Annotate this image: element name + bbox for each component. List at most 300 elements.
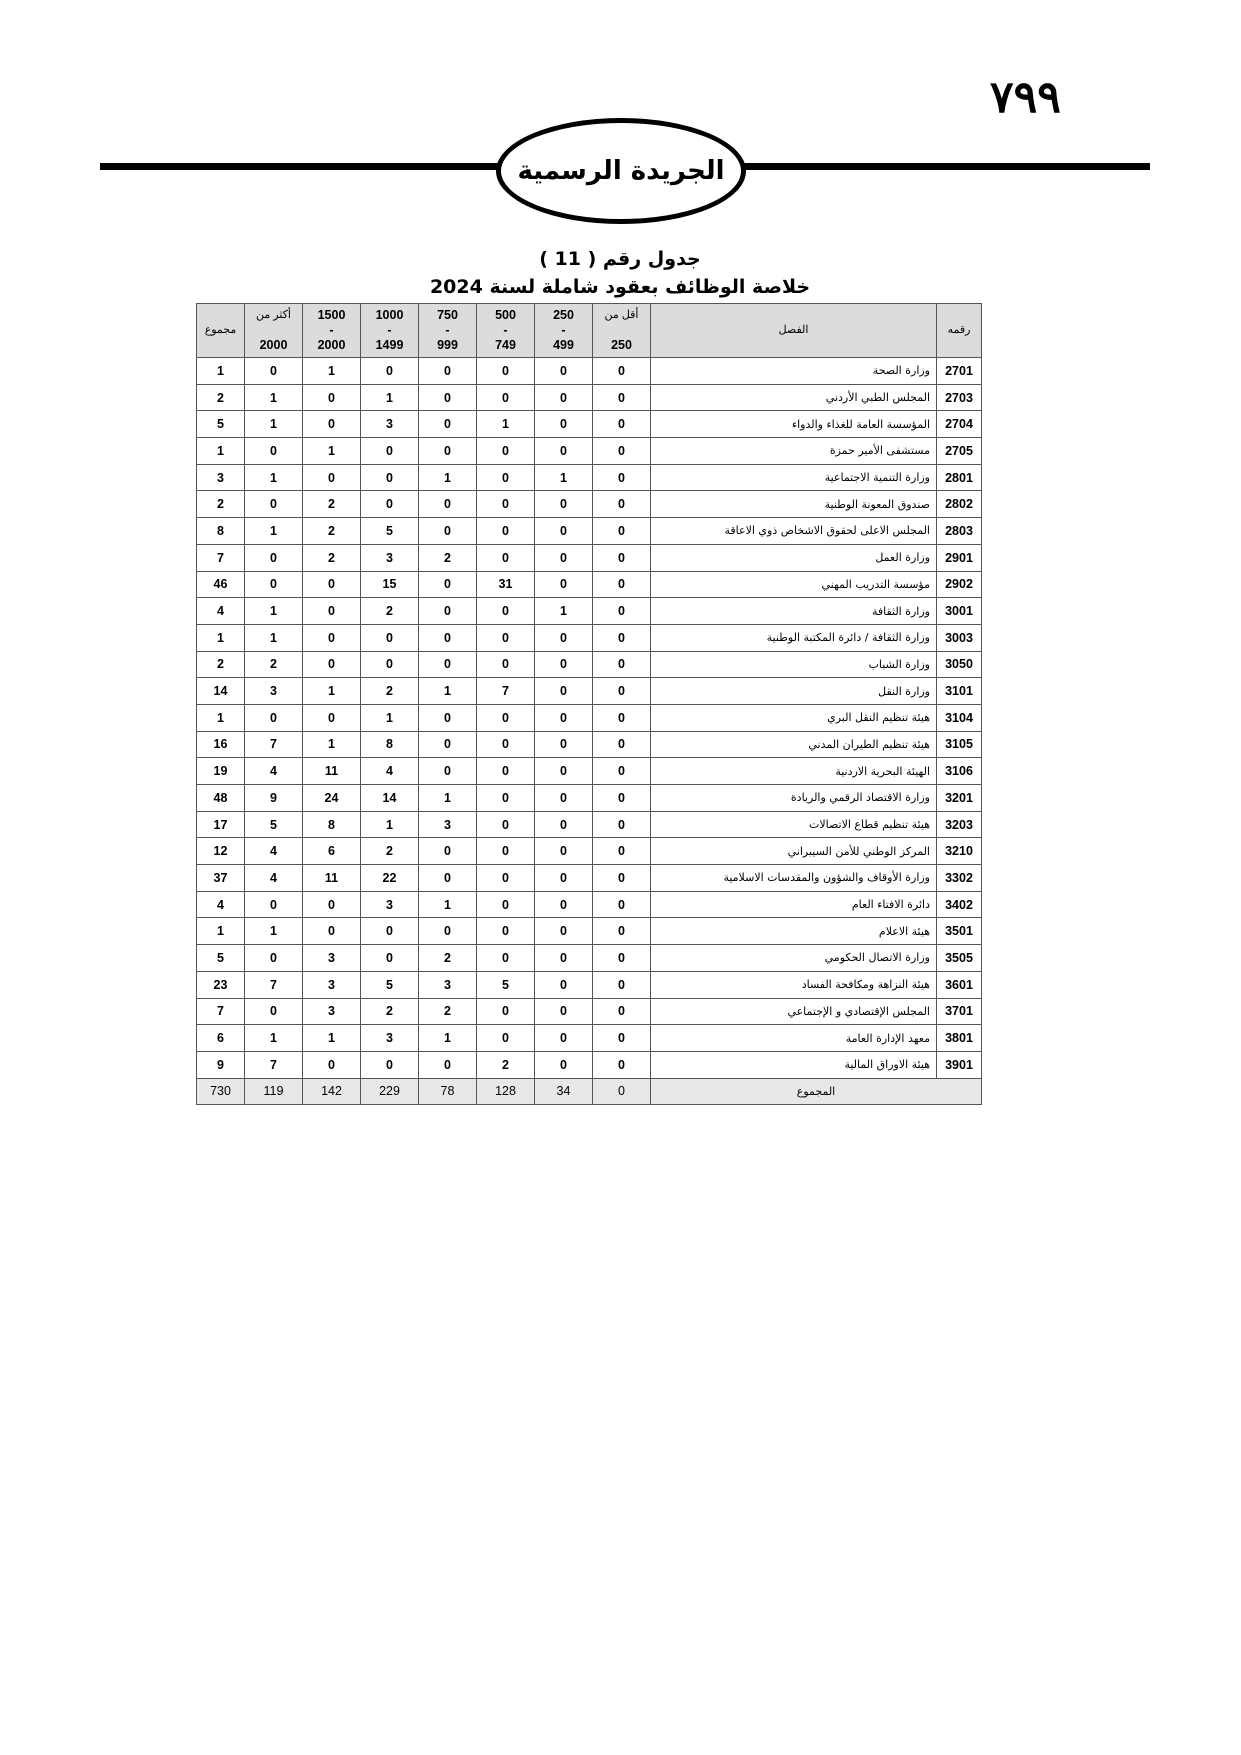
row-value-gt2000: 2 <box>245 651 303 678</box>
row-value-lt250: 0 <box>593 918 651 945</box>
row-value-1500-2000: 24 <box>303 785 361 812</box>
table-row <box>197 758 982 785</box>
row-value-total: 7 <box>197 998 245 1025</box>
col-header-total: مجموع <box>197 304 245 358</box>
row-value-250-499: 0 <box>535 518 593 545</box>
row-value-750-999: 0 <box>419 411 477 438</box>
row-value-lt250: 0 <box>593 598 651 625</box>
row-value-250-499: 0 <box>535 411 593 438</box>
row-value-1000-1499: 3 <box>361 891 419 918</box>
row-value-total: 9 <box>197 1051 245 1078</box>
row-value-gt2000: 7 <box>245 1051 303 1078</box>
row-value-500-749: 0 <box>477 518 535 545</box>
row-code: 3001 <box>937 598 982 625</box>
row-value-gt2000: 1 <box>245 624 303 651</box>
row-value-lt250: 0 <box>593 438 651 465</box>
col-header-gt2000: أكثر من 2000 <box>245 304 303 358</box>
row-value-lt250: 0 <box>593 865 651 892</box>
row-value-total: 1 <box>197 704 245 731</box>
row-value-1500-2000: 0 <box>303 598 361 625</box>
row-value-lt250: 0 <box>593 1025 651 1052</box>
row-code: 2901 <box>937 544 982 571</box>
row-value-lt250: 0 <box>593 624 651 651</box>
row-code: 3003 <box>937 624 982 651</box>
row-value-total: 7 <box>197 544 245 571</box>
row-value-gt2000: 0 <box>245 945 303 972</box>
table-row <box>197 438 982 465</box>
table-row <box>197 945 982 972</box>
row-code: 2801 <box>937 464 982 491</box>
table-row <box>197 598 982 625</box>
row-code: 2701 <box>937 358 982 385</box>
row-value-500-749: 0 <box>477 598 535 625</box>
row-value-750-999: 0 <box>419 918 477 945</box>
row-value-total: 4 <box>197 598 245 625</box>
row-value-1000-1499: 2 <box>361 998 419 1025</box>
row-value-250-499: 0 <box>535 945 593 972</box>
row-code: 3203 <box>937 811 982 838</box>
row-value-total: 17 <box>197 811 245 838</box>
col-header-500-749: 500 - 749 <box>477 304 535 358</box>
row-value-total: 1 <box>197 624 245 651</box>
row-value-250-499: 0 <box>535 838 593 865</box>
row-value-1500-2000: 1 <box>303 358 361 385</box>
row-value-750-999: 0 <box>419 358 477 385</box>
row-value-1000-1499: 1 <box>361 811 419 838</box>
row-code: 3402 <box>937 891 982 918</box>
row-chapter-name: هيئة تنظيم النقل البري <box>651 704 937 731</box>
row-value-250-499: 0 <box>535 998 593 1025</box>
row-value-250-499: 0 <box>535 678 593 705</box>
row-value-gt2000: 0 <box>245 571 303 598</box>
table-row <box>197 891 982 918</box>
row-value-250-499: 0 <box>535 438 593 465</box>
table-row <box>197 518 982 545</box>
row-value-1000-1499: 0 <box>361 358 419 385</box>
table-row <box>197 918 982 945</box>
row-value-500-749: 31 <box>477 571 535 598</box>
row-value-750-999: 0 <box>419 624 477 651</box>
row-value-1000-1499: 2 <box>361 838 419 865</box>
row-code: 2803 <box>937 518 982 545</box>
row-value-lt250: 0 <box>593 758 651 785</box>
row-value-250-499: 0 <box>535 491 593 518</box>
row-chapter-name: هيئة الاوراق المالية <box>651 1051 937 1078</box>
row-value-750-999: 0 <box>419 384 477 411</box>
row-value-1500-2000: 11 <box>303 865 361 892</box>
row-value-lt250: 0 <box>593 998 651 1025</box>
row-value-500-749: 0 <box>477 384 535 411</box>
row-chapter-name: هيئة تنظيم الطيران المدني <box>651 731 937 758</box>
row-value-500-749: 0 <box>477 544 535 571</box>
row-chapter-name: وزارة الاقتصاد الرقمي والريادة <box>651 785 937 812</box>
row-value-total: 14 <box>197 678 245 705</box>
row-value-1500-2000: 8 <box>303 811 361 838</box>
row-value-gt2000: 0 <box>245 438 303 465</box>
row-code: 3104 <box>937 704 982 731</box>
row-value-gt2000: 0 <box>245 491 303 518</box>
row-value-total: 5 <box>197 945 245 972</box>
row-code: 2704 <box>937 411 982 438</box>
row-value-lt250: 0 <box>593 704 651 731</box>
total-value-250-499: 34 <box>535 1078 593 1105</box>
row-value-750-999: 1 <box>419 464 477 491</box>
row-value-750-999: 1 <box>419 891 477 918</box>
row-value-1000-1499: 1 <box>361 704 419 731</box>
row-value-1500-2000: 2 <box>303 544 361 571</box>
row-value-1000-1499: 0 <box>361 624 419 651</box>
row-value-500-749: 0 <box>477 998 535 1025</box>
row-code: 3601 <box>937 971 982 998</box>
row-chapter-name: هيئة تنظيم قطاع الاتصالات <box>651 811 937 838</box>
row-value-1500-2000: 1 <box>303 1025 361 1052</box>
row-code: 3106 <box>937 758 982 785</box>
row-value-250-499: 0 <box>535 865 593 892</box>
row-value-1500-2000: 0 <box>303 1051 361 1078</box>
row-value-250-499: 0 <box>535 731 593 758</box>
table-row <box>197 785 982 812</box>
row-value-500-749: 0 <box>477 918 535 945</box>
row-value-250-499: 0 <box>535 624 593 651</box>
row-value-total: 19 <box>197 758 245 785</box>
row-value-500-749: 0 <box>477 785 535 812</box>
row-value-gt2000: 0 <box>245 358 303 385</box>
row-value-500-749: 0 <box>477 891 535 918</box>
row-value-750-999: 3 <box>419 971 477 998</box>
row-value-250-499: 0 <box>535 1025 593 1052</box>
row-value-250-499: 1 <box>535 598 593 625</box>
row-value-250-499: 0 <box>535 785 593 812</box>
total-value-1500-2000: 142 <box>303 1078 361 1105</box>
row-chapter-name: وزارة الصحة <box>651 358 937 385</box>
col-header-1500-2000: 1500 - 2000 <box>303 304 361 358</box>
row-value-lt250: 0 <box>593 651 651 678</box>
row-value-250-499: 0 <box>535 651 593 678</box>
table-row <box>197 491 982 518</box>
masthead-title: الجريدة الرسمية <box>496 118 746 224</box>
row-value-1000-1499: 2 <box>361 598 419 625</box>
row-value-1500-2000: 0 <box>303 384 361 411</box>
row-value-gt2000: 5 <box>245 811 303 838</box>
table-row <box>197 865 982 892</box>
row-value-1000-1499: 3 <box>361 544 419 571</box>
row-value-lt250: 0 <box>593 464 651 491</box>
row-value-1000-1499: 5 <box>361 518 419 545</box>
totals-label: المجموع <box>651 1078 982 1105</box>
row-value-500-749: 0 <box>477 731 535 758</box>
row-code: 3050 <box>937 651 982 678</box>
row-chapter-name: مستشفى الأمير حمزة <box>651 438 937 465</box>
row-value-750-999: 0 <box>419 758 477 785</box>
row-value-lt250: 0 <box>593 491 651 518</box>
table-row <box>197 624 982 651</box>
total-value-1000-1499: 229 <box>361 1078 419 1105</box>
row-value-gt2000: 4 <box>245 838 303 865</box>
row-value-1000-1499: 0 <box>361 1051 419 1078</box>
row-value-lt250: 0 <box>593 971 651 998</box>
row-value-1500-2000: 11 <box>303 758 361 785</box>
row-value-250-499: 0 <box>535 971 593 998</box>
total-value-750-999: 78 <box>419 1078 477 1105</box>
row-value-750-999: 0 <box>419 1051 477 1078</box>
row-value-1000-1499: 0 <box>361 918 419 945</box>
row-chapter-name: دائرة الافتاء العام <box>651 891 937 918</box>
row-value-500-749: 0 <box>477 624 535 651</box>
table-row <box>197 704 982 731</box>
row-value-500-749: 0 <box>477 464 535 491</box>
row-value-250-499: 0 <box>535 358 593 385</box>
row-value-750-999: 0 <box>419 731 477 758</box>
row-chapter-name: الهيئة البحرية الاردنية <box>651 758 937 785</box>
row-value-250-499: 0 <box>535 1051 593 1078</box>
table-row <box>197 411 982 438</box>
row-value-1500-2000: 0 <box>303 704 361 731</box>
row-value-1000-1499: 5 <box>361 971 419 998</box>
row-value-500-749: 0 <box>477 651 535 678</box>
row-value-total: 1 <box>197 918 245 945</box>
row-value-750-999: 0 <box>419 571 477 598</box>
row-code: 2802 <box>937 491 982 518</box>
row-value-1500-2000: 3 <box>303 998 361 1025</box>
row-value-gt2000: 7 <box>245 731 303 758</box>
row-chapter-name: هيئة الاعلام <box>651 918 937 945</box>
row-chapter-name: وزارة النقل <box>651 678 937 705</box>
row-value-lt250: 0 <box>593 518 651 545</box>
table-row <box>197 998 982 1025</box>
row-value-500-749: 0 <box>477 1025 535 1052</box>
row-value-total: 12 <box>197 838 245 865</box>
row-value-750-999: 0 <box>419 651 477 678</box>
row-value-gt2000: 4 <box>245 865 303 892</box>
row-chapter-name: مؤسسة التدريب المهني <box>651 571 937 598</box>
row-value-1500-2000: 1 <box>303 678 361 705</box>
row-value-1000-1499: 3 <box>361 1025 419 1052</box>
row-value-500-749: 0 <box>477 811 535 838</box>
row-chapter-name: وزارة العمل <box>651 544 937 571</box>
row-value-total: 46 <box>197 571 245 598</box>
total-value-500-749: 128 <box>477 1078 535 1105</box>
row-value-1000-1499: 2 <box>361 678 419 705</box>
row-value-750-999: 2 <box>419 998 477 1025</box>
row-value-total: 6 <box>197 1025 245 1052</box>
row-value-1000-1499: 3 <box>361 411 419 438</box>
row-value-lt250: 0 <box>593 785 651 812</box>
row-value-lt250: 0 <box>593 678 651 705</box>
row-value-gt2000: 0 <box>245 704 303 731</box>
row-value-500-749: 0 <box>477 838 535 865</box>
row-code: 2703 <box>937 384 982 411</box>
row-value-1500-2000: 1 <box>303 438 361 465</box>
row-value-lt250: 0 <box>593 945 651 972</box>
row-value-250-499: 0 <box>535 811 593 838</box>
col-header-lt250: أقل من 250 <box>593 304 651 358</box>
row-code: 3901 <box>937 1051 982 1078</box>
table-body <box>197 358 982 1105</box>
row-value-total: 23 <box>197 971 245 998</box>
row-value-500-749: 0 <box>477 758 535 785</box>
row-value-1000-1499: 0 <box>361 438 419 465</box>
row-code: 3801 <box>937 1025 982 1052</box>
row-value-750-999: 0 <box>419 704 477 731</box>
row-code: 3105 <box>937 731 982 758</box>
row-value-750-999: 1 <box>419 785 477 812</box>
row-chapter-name: المؤسسة العامة للغذاء والدواء <box>651 411 937 438</box>
table-row <box>197 358 982 385</box>
row-value-lt250: 0 <box>593 1051 651 1078</box>
row-value-lt250: 0 <box>593 384 651 411</box>
row-value-total: 2 <box>197 491 245 518</box>
row-value-gt2000: 1 <box>245 411 303 438</box>
table-row <box>197 464 982 491</box>
row-value-500-749: 0 <box>477 865 535 892</box>
row-value-1500-2000: 0 <box>303 411 361 438</box>
row-value-250-499: 1 <box>535 464 593 491</box>
row-value-250-499: 0 <box>535 891 593 918</box>
row-chapter-name: وزارة الثقافة <box>651 598 937 625</box>
row-value-500-749: 0 <box>477 704 535 731</box>
row-value-total: 8 <box>197 518 245 545</box>
row-value-total: 2 <box>197 651 245 678</box>
row-value-500-749: 7 <box>477 678 535 705</box>
row-value-1000-1499: 22 <box>361 865 419 892</box>
row-value-750-999: 2 <box>419 945 477 972</box>
row-chapter-name: وزارة الثقافة / دائرة المكتبة الوطنية <box>651 624 937 651</box>
summary-table <box>196 303 982 1105</box>
row-value-1000-1499: 0 <box>361 491 419 518</box>
row-code: 3201 <box>937 785 982 812</box>
row-value-750-999: 0 <box>419 491 477 518</box>
row-value-gt2000: 1 <box>245 1025 303 1052</box>
row-code: 3210 <box>937 838 982 865</box>
table-row <box>197 384 982 411</box>
row-value-1500-2000: 2 <box>303 491 361 518</box>
row-value-1000-1499: 1 <box>361 384 419 411</box>
row-value-250-499: 0 <box>535 758 593 785</box>
row-value-750-999: 1 <box>419 1025 477 1052</box>
col-header-250-499: 250 - 499 <box>535 304 593 358</box>
table-row <box>197 838 982 865</box>
row-value-1000-1499: 14 <box>361 785 419 812</box>
row-value-500-749: 0 <box>477 491 535 518</box>
row-value-gt2000: 1 <box>245 598 303 625</box>
row-value-1500-2000: 6 <box>303 838 361 865</box>
row-value-total: 16 <box>197 731 245 758</box>
row-value-1000-1499: 0 <box>361 651 419 678</box>
col-header-chapter: الفصل <box>651 304 937 358</box>
row-value-1500-2000: 0 <box>303 464 361 491</box>
row-value-500-749: 2 <box>477 1051 535 1078</box>
row-value-total: 3 <box>197 464 245 491</box>
row-value-500-749: 0 <box>477 358 535 385</box>
row-chapter-name: هيئة النزاهة ومكافحة الفساد <box>651 971 937 998</box>
row-value-gt2000: 1 <box>245 384 303 411</box>
row-value-500-749: 0 <box>477 945 535 972</box>
row-value-total: 1 <box>197 438 245 465</box>
row-value-1500-2000: 0 <box>303 624 361 651</box>
row-code: 3101 <box>937 678 982 705</box>
row-chapter-name: المجلس الاعلى لحقوق الاشخاص ذوي الاعاقة <box>651 518 937 545</box>
row-value-lt250: 0 <box>593 544 651 571</box>
table-row <box>197 971 982 998</box>
row-value-750-999: 3 <box>419 811 477 838</box>
row-code: 2902 <box>937 571 982 598</box>
row-value-gt2000: 7 <box>245 971 303 998</box>
row-chapter-name: وزارة الأوقاف والشؤون والمقدسات الاسلامية <box>651 865 937 892</box>
table-row <box>197 731 982 758</box>
row-value-1000-1499: 4 <box>361 758 419 785</box>
row-value-250-499: 0 <box>535 918 593 945</box>
row-value-500-749: 0 <box>477 438 535 465</box>
row-value-250-499: 0 <box>535 571 593 598</box>
row-chapter-name: المركز الوطني للأمن السيبراني <box>651 838 937 865</box>
page-number: ٧٩٩ <box>990 72 1061 123</box>
row-value-gt2000: 0 <box>245 998 303 1025</box>
total-value-lt250: 0 <box>593 1078 651 1105</box>
row-value-750-999: 0 <box>419 518 477 545</box>
row-chapter-name: معهد الإدارة العامة <box>651 1025 937 1052</box>
row-chapter-name: المجلس الإقتصادي و الإجتماعي <box>651 998 937 1025</box>
row-value-gt2000: 0 <box>245 544 303 571</box>
row-value-1500-2000: 0 <box>303 918 361 945</box>
row-value-500-749: 1 <box>477 411 535 438</box>
row-value-gt2000: 1 <box>245 518 303 545</box>
row-code: 3302 <box>937 865 982 892</box>
table-row <box>197 1025 982 1052</box>
row-value-1000-1499: 15 <box>361 571 419 598</box>
row-value-1500-2000: 0 <box>303 651 361 678</box>
row-value-750-999: 2 <box>419 544 477 571</box>
row-value-total: 37 <box>197 865 245 892</box>
row-value-1000-1499: 0 <box>361 464 419 491</box>
row-chapter-name: وزارة الشباب <box>651 651 937 678</box>
row-value-250-499: 0 <box>535 384 593 411</box>
row-value-1500-2000: 2 <box>303 518 361 545</box>
table-row <box>197 678 982 705</box>
row-code: 2705 <box>937 438 982 465</box>
total-value-gt2000: 119 <box>245 1078 303 1105</box>
row-code: 3501 <box>937 918 982 945</box>
row-value-lt250: 0 <box>593 891 651 918</box>
total-value-total: 730 <box>197 1078 245 1105</box>
row-value-750-999: 0 <box>419 838 477 865</box>
row-value-250-499: 0 <box>535 704 593 731</box>
table-row <box>197 1051 982 1078</box>
table-title: خلاصة الوظائف بعقود شاملة لسنة 2024 <box>429 276 811 298</box>
row-chapter-name: وزارة الاتصال الحكومي <box>651 945 937 972</box>
row-value-lt250: 0 <box>593 411 651 438</box>
row-value-500-749: 5 <box>477 971 535 998</box>
totals-row <box>197 1078 982 1105</box>
row-code: 3505 <box>937 945 982 972</box>
row-value-1000-1499: 0 <box>361 945 419 972</box>
row-value-250-499: 0 <box>535 544 593 571</box>
row-value-lt250: 0 <box>593 571 651 598</box>
row-value-1000-1499: 8 <box>361 731 419 758</box>
row-value-lt250: 0 <box>593 811 651 838</box>
row-value-gt2000: 0 <box>245 891 303 918</box>
row-value-total: 5 <box>197 411 245 438</box>
row-value-gt2000: 9 <box>245 785 303 812</box>
table-row <box>197 651 982 678</box>
row-value-lt250: 0 <box>593 731 651 758</box>
row-value-1500-2000: 3 <box>303 971 361 998</box>
row-code: 3701 <box>937 998 982 1025</box>
row-value-gt2000: 1 <box>245 464 303 491</box>
row-value-750-999: 1 <box>419 678 477 705</box>
row-value-1500-2000: 0 <box>303 571 361 598</box>
row-value-750-999: 0 <box>419 438 477 465</box>
table-row <box>197 544 982 571</box>
